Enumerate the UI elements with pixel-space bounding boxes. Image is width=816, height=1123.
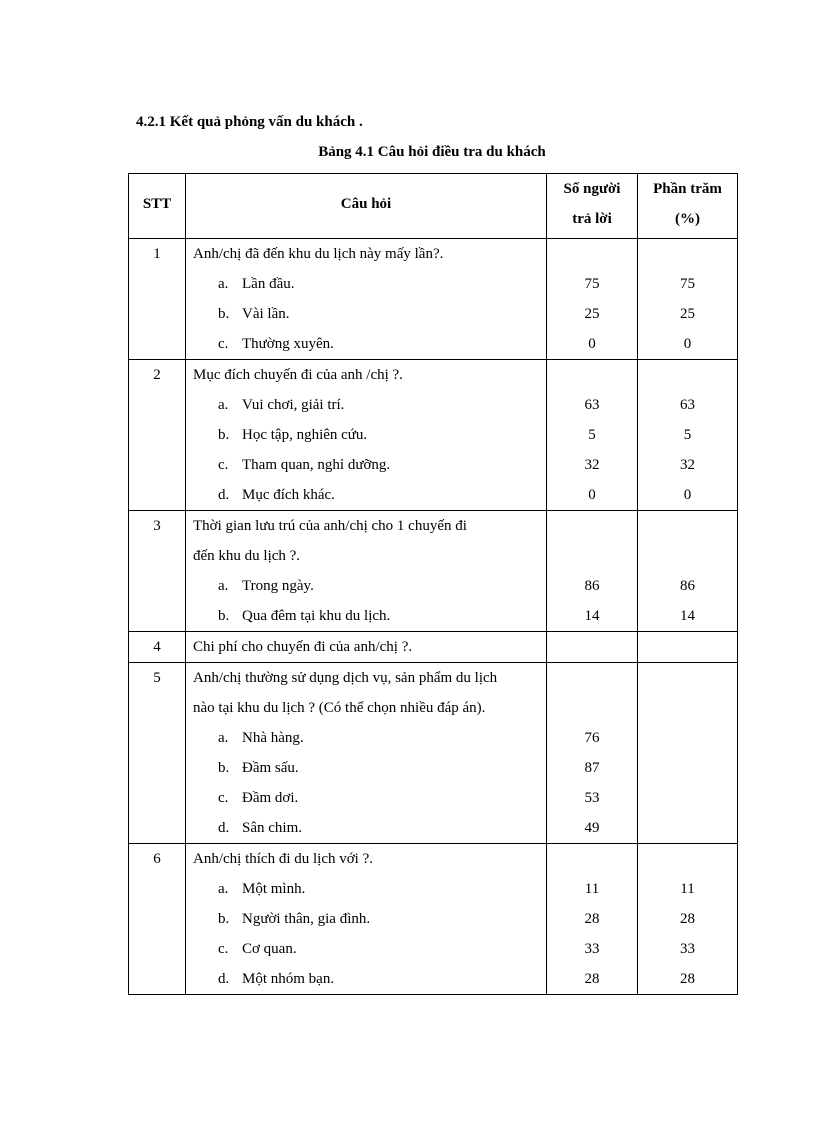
respondent-count: 28 (584, 911, 600, 927)
question-text: Thời gian lưu trú của anh/chị cho 1 chuyến đi (193, 518, 467, 534)
option-marker: b. (218, 306, 230, 322)
respondent-count: 11 (584, 881, 600, 897)
answer-option (186, 723, 546, 753)
count-cell (547, 239, 638, 360)
option-marker: a. (218, 881, 229, 897)
option-marker: a. (218, 730, 229, 746)
option-text: Tham quan, nghỉ dưỡng. (242, 457, 391, 473)
option-text: Thường xuyên. (242, 336, 334, 352)
percent-cell (638, 844, 738, 995)
option-text: Cơ quan. (242, 941, 297, 957)
percent-cell (638, 511, 738, 632)
percent-value: 0 (683, 336, 692, 352)
question-number: 4 (153, 639, 161, 655)
answer-option (186, 904, 546, 934)
count-cell (547, 663, 638, 844)
option-text: Đầm dơi. (242, 790, 299, 806)
percent-cell (638, 663, 738, 844)
header-stt: STT (129, 174, 186, 239)
percent-value (638, 723, 737, 753)
header-question: Câu hỏi (186, 174, 547, 239)
question-cell (186, 663, 547, 844)
table-caption: Bảng 4.1 Câu hỏi điều tra du khách (318, 144, 546, 160)
header-percent (638, 174, 738, 239)
percent-value: 11 (680, 881, 695, 897)
option-text: Người thân, gia đình. (242, 911, 371, 927)
header-respondents-line1: Số người (563, 181, 621, 197)
table-row (129, 844, 738, 995)
respondent-count: 49 (584, 820, 600, 836)
option-text: Vui chơi, giải trí. (242, 397, 345, 413)
option-marker: c. (218, 941, 229, 957)
option-marker: b. (218, 911, 230, 927)
stt-cell (129, 632, 186, 663)
option-text: Trong ngày. (242, 578, 314, 594)
option-marker: b. (218, 608, 230, 624)
option-marker: c. (218, 457, 229, 473)
header-respondents-line2: trả lời (572, 211, 612, 227)
option-marker: c. (218, 790, 229, 806)
answer-option (186, 329, 546, 359)
percent-value: 5 (683, 427, 692, 443)
count-cell (547, 632, 638, 663)
option-text: Học tập, nghiên cứu. (242, 427, 368, 443)
question-text: Mục đích chuyến đi của anh /chị ?. (193, 367, 403, 383)
question-cell (186, 360, 547, 511)
answer-option (186, 964, 546, 994)
percent-value (638, 813, 737, 843)
question-text: nào tại khu du lịch ? (Có thể chọn nhiều đáp án). (193, 700, 486, 716)
table-row (129, 239, 738, 360)
question-text: Anh/chị thích đi du lịch với ?. (193, 851, 373, 867)
percent-value: 28 (680, 971, 695, 987)
table-row (129, 663, 738, 844)
table-row (129, 632, 738, 663)
table-row (129, 511, 738, 632)
option-text: Vài lần. (242, 306, 290, 322)
percent-value: 75 (680, 276, 695, 292)
option-marker: d. (218, 971, 230, 987)
percent-value: 32 (680, 457, 695, 473)
respondent-count: 14 (584, 608, 600, 624)
percent-value: 33 (680, 941, 695, 957)
question-cell (186, 511, 547, 632)
answer-option (186, 390, 546, 420)
respondent-count: 76 (584, 730, 600, 746)
question-cell (186, 632, 547, 663)
stt-cell (129, 511, 186, 632)
percent-cell (638, 239, 738, 360)
count-cell (547, 844, 638, 995)
option-text: Nhà hàng. (242, 730, 304, 746)
option-marker: a. (218, 276, 229, 292)
answer-option (186, 269, 546, 299)
option-marker: d. (218, 820, 230, 836)
option-marker: b. (218, 427, 230, 443)
respondent-count: 0 (588, 487, 596, 503)
option-text: Sân chim. (242, 820, 302, 836)
respondent-count: 5 (588, 427, 596, 443)
answer-option (186, 450, 546, 480)
count-cell (547, 511, 638, 632)
percent-value: 28 (680, 911, 695, 927)
option-marker: a. (218, 397, 229, 413)
stt-cell (129, 663, 186, 844)
survey-table (128, 173, 738, 995)
respondent-count: 28 (584, 971, 600, 987)
question-number: 3 (153, 518, 161, 534)
answer-option (186, 783, 546, 813)
answer-option (186, 420, 546, 450)
option-text: Lần đầu. (242, 276, 295, 292)
percent-value: 86 (680, 578, 695, 594)
respondent-count: 75 (584, 276, 600, 292)
header-percent-line2: (%) (675, 211, 700, 227)
option-text: Qua đêm tại khu du lịch. (242, 608, 391, 624)
option-text: Một nhóm bạn. (242, 971, 335, 987)
option-marker: b. (218, 760, 230, 776)
option-marker: a. (218, 578, 229, 594)
question-number: 2 (153, 367, 161, 383)
percent-value: 25 (680, 306, 695, 322)
percent-value: 14 (680, 608, 695, 624)
answer-option (186, 874, 546, 904)
question-number: 5 (153, 670, 161, 686)
answer-option (186, 480, 546, 510)
survey-body (129, 239, 738, 995)
question-text: Chi phí cho chuyến đi của anh/chị ?. (193, 639, 413, 655)
option-text: Mục đích khác. (242, 487, 335, 503)
stt-cell (129, 239, 186, 360)
question-text: Anh/chị thường sử dụng dịch vụ, sản phẩm du lịch (193, 670, 498, 686)
question-number: 6 (153, 851, 161, 867)
table-row (129, 360, 738, 511)
table-header-row (129, 174, 738, 239)
percent-value (638, 753, 737, 783)
answer-option (186, 601, 546, 631)
answer-option (186, 299, 546, 329)
respondent-count: 32 (584, 457, 600, 473)
answer-option (186, 934, 546, 964)
question-cell (186, 239, 547, 360)
option-marker: d. (218, 487, 230, 503)
percent-value: 0 (683, 487, 692, 503)
respondent-count: 63 (584, 397, 600, 413)
header-percent-line1: Phần trăm (653, 181, 722, 197)
respondent-count: 53 (584, 790, 600, 806)
header-respondents (547, 174, 638, 239)
option-text: Đầm sấu. (242, 760, 299, 776)
percent-value: 63 (680, 397, 695, 413)
respondent-count: 87 (584, 760, 600, 776)
question-text: đến khu du lịch ?. (193, 548, 301, 564)
answer-option (186, 571, 546, 601)
stt-cell (129, 844, 186, 995)
count-cell (547, 360, 638, 511)
option-marker: c. (218, 336, 229, 352)
question-cell (186, 844, 547, 995)
respondent-count: 25 (584, 306, 600, 322)
percent-cell (638, 632, 738, 663)
answer-option (186, 813, 546, 843)
percent-value (638, 783, 737, 813)
answer-option (186, 753, 546, 783)
option-text: Một mình. (242, 881, 306, 897)
respondent-count: 0 (588, 336, 596, 352)
respondent-count: 86 (584, 578, 600, 594)
percent-cell (638, 360, 738, 511)
stt-cell (129, 360, 186, 511)
section-heading: 4.2.1 Kết quả phỏng vấn du khách . (136, 114, 363, 130)
respondent-count: 33 (584, 941, 600, 957)
question-text: Anh/chị đã đến khu du lịch này mấy lần?. (193, 246, 444, 262)
question-number: 1 (153, 246, 161, 262)
